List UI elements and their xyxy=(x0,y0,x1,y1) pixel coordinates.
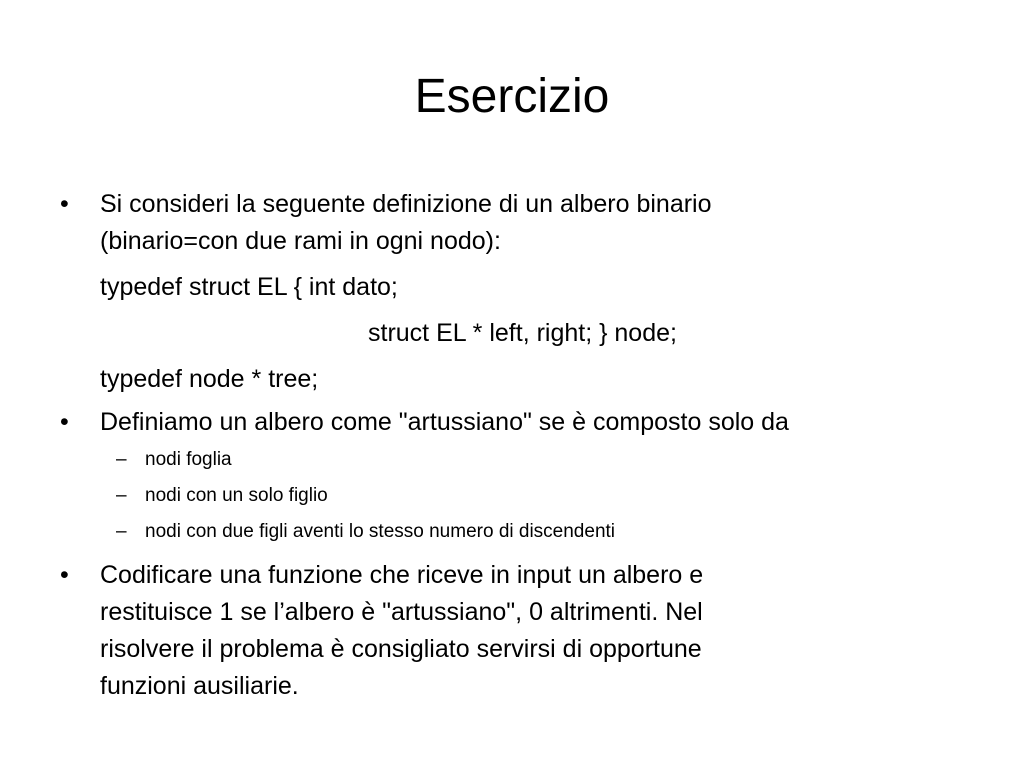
dash-icon: – xyxy=(116,521,127,542)
slide-title: Esercizio xyxy=(414,70,610,123)
bullet-icon: • xyxy=(60,408,69,436)
bullet-task-line-3: risolvere il problema è consigliato servirsi di opportune xyxy=(100,635,702,663)
bullet-icon: • xyxy=(60,190,69,218)
code-line-1: typedef struct EL { int dato; xyxy=(100,273,398,301)
slide-body xyxy=(60,186,980,705)
bullet-definition-line-2: (binario=con due rami in ogni nodo): xyxy=(100,227,501,255)
sub-item-label: nodi con due figli aventi lo stesso numero di discendenti xyxy=(145,521,616,542)
bullet-task-line-1: Codificare una funzione che riceve in input un albero e xyxy=(100,561,704,589)
dash-icon: – xyxy=(116,485,127,506)
bullet-artussiano-text: Definiamo un albero come "artussiano" se è composto solo da xyxy=(100,408,789,436)
dash-icon: – xyxy=(116,449,127,470)
code-line-3: typedef node * tree; xyxy=(100,365,319,393)
bullet-icon: • xyxy=(60,561,69,589)
code-line-2: struct EL * left, right; } node; xyxy=(368,319,677,347)
bullet-task xyxy=(60,557,980,705)
sub-item-due-figli xyxy=(60,519,980,545)
bullet-definition xyxy=(60,186,980,260)
bullet-task-line-4: funzioni ausiliarie. xyxy=(100,672,299,700)
sub-item-label: nodi foglia xyxy=(145,449,232,470)
sub-item-un-solo-figlio xyxy=(60,483,980,509)
bullet-artussiano-definition xyxy=(60,404,980,441)
sub-item-label: nodi con un solo figlio xyxy=(145,485,328,506)
sub-item-nodi-foglia xyxy=(60,447,980,473)
bullet-task-line-2: restituisce 1 se l’albero è "artussiano", 0 altrimenti. Nel xyxy=(100,598,703,626)
bullet-definition-line-1: Si consideri la seguente definizione di un albero binario xyxy=(100,190,712,218)
